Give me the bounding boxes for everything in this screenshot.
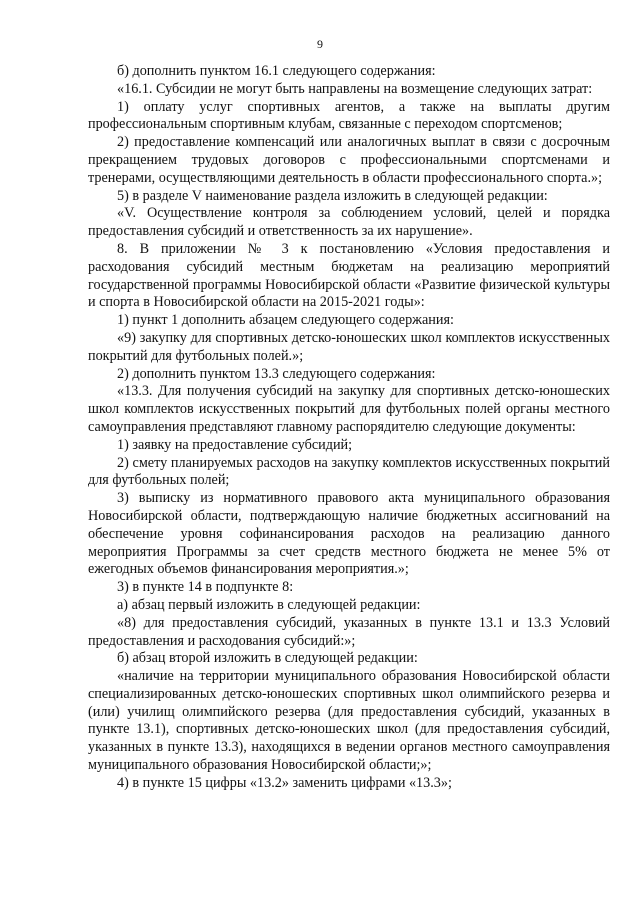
paragraph-doc-1-application: 1) заявку на предоставление субсидий;	[117, 436, 353, 453]
paragraph-3-item-14: 3) в пункте 14 в подпункте 8:	[117, 579, 294, 596]
document-body	[88, 63, 610, 793]
paragraph-a-first-abz: а) абзац первый изложить в следующей редакции:	[117, 596, 421, 613]
paragraph-13-3-text: «13.3. Для получения субсидий на закупку для спортивных детско-юношеских школ комплектов искусственных покрытий для футбольных полей органы местного самоуправления представляют главному распорядителю следующие документы:	[88, 383, 610, 435]
paragraph-8-subsidies: «8) для предоставления субсидий, указанных в пункте 13.1 и 13.3 Условий предоставления и расходования субсидий:»;	[88, 614, 610, 649]
paragraph-presence-text: «наличие на территории муниципального образования Новосибирской области специализированных детско-юношеских спортивных школ олимпийского резерва и (или) училищ олимпийского резерва (для предоставления субсидий, указанных в пункте 13.1), спортивных детско-юношеских школ (для предоставления субсидий, указанных в пункте 13.3), находящихся в ведении органов местного самоуправления муниципального образования Новосибирской области;»;	[88, 668, 610, 774]
paragraph-b-add-16-1: б) дополнить пунктом 16.1 следующего содержания:	[117, 63, 436, 79]
paragraph-8-appendix-3: 8. В приложении № 3 к постановлению «Условия предоставления и расходования субсидий местным бюджетам на реализацию мероприятий государственной программы Новосибирской области «Развитие физической культуры и спорта в Новосибирской области на 2015-2021 годы»:	[88, 240, 610, 311]
paragraph-item-2-compensation: 2) предоставление компенсаций или аналогичных выплат в связи с досрочным прекращением трудовых договоров с профессиональными спортсменами и тренерами, осуществляющими деятельность в области профессионального спорта.»;	[88, 134, 610, 186]
page-number: 9	[317, 37, 323, 51]
paragraph-1-item-1: 1) пункт 1 дополнить абзацем следующего содержания:	[117, 312, 454, 329]
paragraph-5-section-v: 5) в разделе V наименование раздела изложить в следующей редакции:	[117, 187, 548, 204]
paragraph-2-add-13-3: 2) дополнить пунктом 13.3 следующего содержания:	[117, 365, 436, 382]
paragraph-section-v-title: «V. Осуществление контроля за соблюдением условий, целей и порядка предоставления субсидий и ответственность за их нарушение».	[88, 205, 610, 240]
paragraph-16-1-text: «16.1. Субсидии не могут быть направлены на возмещение следующих затрат:	[117, 80, 593, 97]
paragraph-9-purchase: «9) закупку для спортивных детско-юношеских школ комплектов искусственных покрытий для футбольных полей.»;	[88, 329, 610, 364]
paragraph-item-1-agents: 1) оплату услуг спортивных агентов, а также на выплаты другим профессиональным спортивным клубам, связанные с переходом спортсменов;	[88, 98, 610, 133]
paragraph-b-second-abz: б) абзац второй изложить в следующей редакции:	[117, 650, 418, 667]
paragraph-doc-3-extract: 3) выписку из нормативного правового акта муниципального образования Новосибирской области, подтверждающую наличие бюджетных ассигнований на обеспечение уровня софинансирования расходов на реализацию данного мероприятия Программы за счет средств местного бюджета не менее 5% от ежегодных объемов финансирования мероприятия.»;	[88, 490, 610, 578]
paragraph-4-item-15: 4) в пункте 15 цифры «13.2» заменить цифрами «13.3»;	[117, 774, 452, 791]
paragraph-doc-2-estimate: 2) смету планируемых расходов на закупку комплектов искусственных покрытий для футбольных полей;	[88, 454, 610, 489]
